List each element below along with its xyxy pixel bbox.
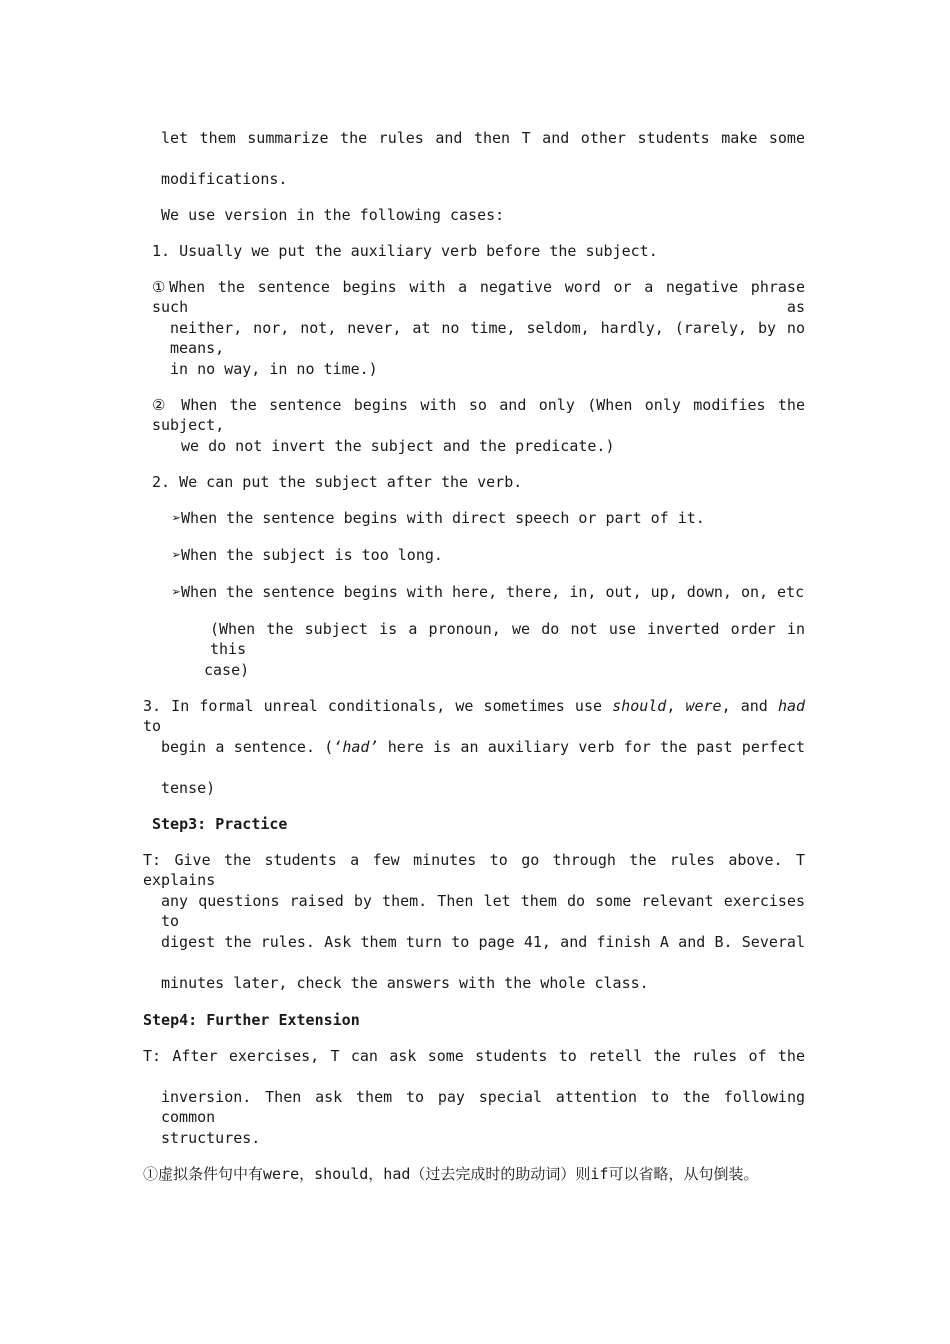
body-text: let them summarize the rules and then T and other students make some bbox=[161, 129, 805, 147]
arrow-bullet-icon: ➢ bbox=[172, 583, 182, 601]
step3-text: any questions raised by them. Then let them do some relevant exercises to bbox=[161, 892, 805, 930]
rule-1a-text: in no way, in no time.) bbox=[170, 360, 378, 378]
bullet-item: ➢When the sentence begins with direct speech or part of it. bbox=[172, 509, 705, 527]
rule-1a-text: ①When the sentence begins with a negative word or a negative phrase such as bbox=[152, 278, 805, 316]
section-heading: Step3: Practice bbox=[152, 815, 288, 833]
step4-text: inversion. Then ask them to pay special attention to the following common bbox=[161, 1088, 805, 1126]
bullet-item: ➢When the subject is too long. bbox=[172, 546, 443, 564]
arrow-bullet-icon: ➢ bbox=[172, 509, 182, 527]
rule-1-title: 1. Usually we put the auxiliary verb before the subject. bbox=[152, 242, 658, 260]
body-text: modifications. bbox=[161, 170, 288, 188]
note-text: case) bbox=[204, 661, 250, 679]
rule-1b-text: we do not invert the subject and the predicate.) bbox=[181, 437, 615, 455]
bullet-item: ➢When the sentence begins with here, there, in, out, up, down, on, etc bbox=[172, 583, 805, 601]
intro-text: We use version in the following cases: bbox=[161, 206, 505, 224]
rule-1a-text: neither, nor, not, never, at no time, seldom, hardly, (rarely, by no means, bbox=[170, 319, 805, 357]
step4-text: T: After exercises, T can ask some students to retell the rules of the bbox=[143, 1047, 805, 1065]
rule-3-text: begin a sentence. (‘had’ here is an auxiliary verb for the past perfect bbox=[161, 738, 805, 756]
step4-text: structures. bbox=[161, 1129, 261, 1147]
step3-text: minutes later, check the answers with the whole class. bbox=[161, 974, 649, 992]
step4-chinese-text: ①虚拟条件句中有were，should，had（过去完成时的助动词）则if可以省略，从句倒装。 bbox=[143, 1165, 759, 1183]
step3-text: digest the rules. Ask them turn to page 41, and finish A and B. Several bbox=[161, 933, 805, 951]
note-text: (When the subject is a pronoun, we do not use inverted order in this bbox=[210, 620, 805, 658]
rule-3-text: 3. In formal unreal conditionals, we sometimes use should, were, and had to bbox=[143, 697, 806, 735]
rule-2-title: 2. We can put the subject after the verb. bbox=[152, 473, 523, 491]
step3-text: T: Give the students a few minutes to go through the rules above. T explains bbox=[143, 851, 805, 889]
arrow-bullet-icon: ➢ bbox=[172, 546, 182, 564]
rule-1b-text: ② When the sentence begins with so and only (When only modifies the subject, bbox=[152, 396, 805, 434]
section-heading: Step4: Further Extension bbox=[143, 1011, 360, 1029]
rule-3-text: tense) bbox=[161, 779, 216, 797]
